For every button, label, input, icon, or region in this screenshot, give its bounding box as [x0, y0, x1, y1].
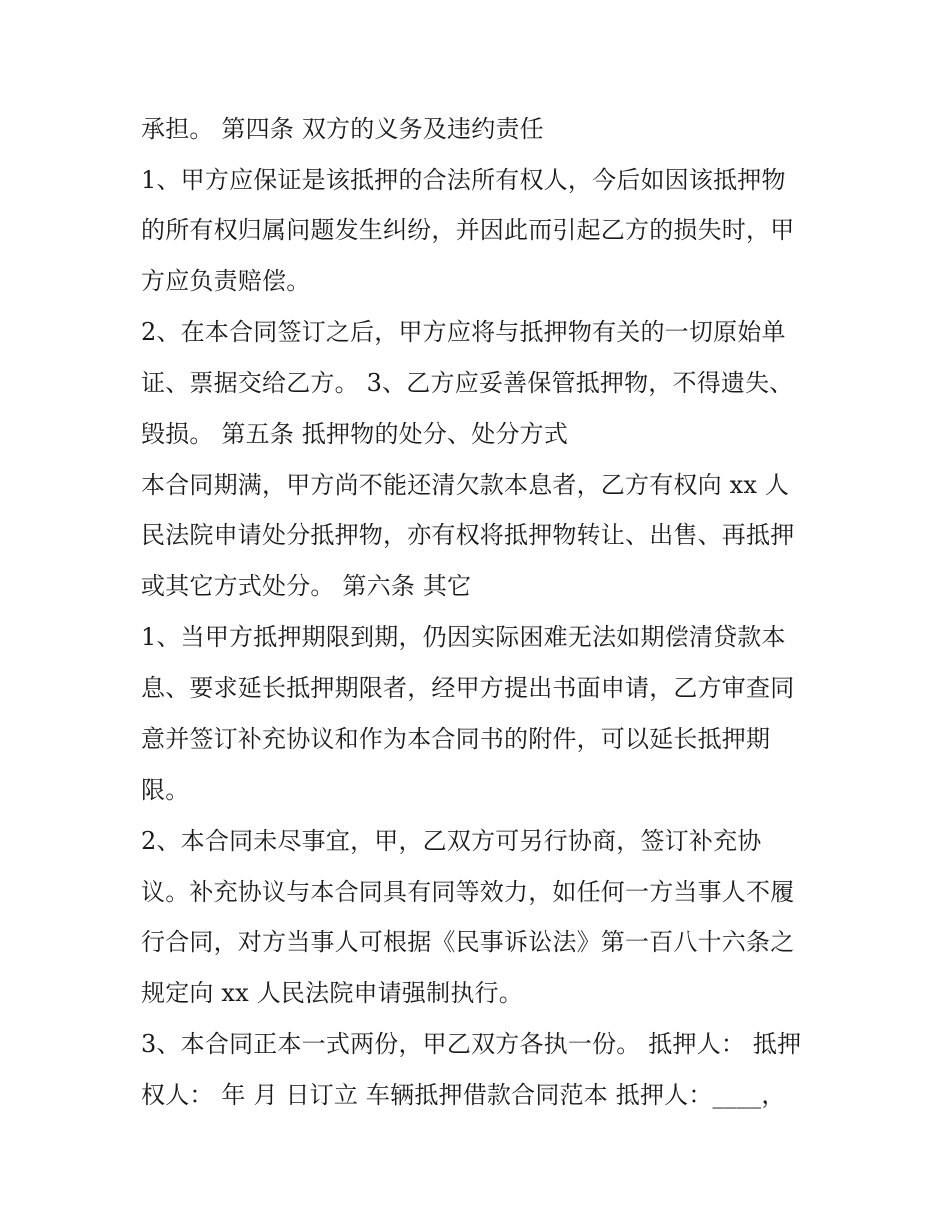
text-line: 限。 — [141, 776, 190, 804]
text-line: 本合同期满，甲方尚不能还清欠款本息者，乙方有权向 xx 人 — [141, 471, 790, 499]
text-line: 1、当甲方抵押期限到期，仍因实际困难无法如期偿清贷款本 — [141, 623, 786, 651]
text-line: 的所有权归属问题发生纠纷，并因此而引起乙方的损失时，甲 — [141, 216, 795, 244]
text-line: 证、票据交给乙方。 3、乙方应妥善保管抵押物，不得遗失、 — [141, 369, 794, 397]
text-line: 毁损。 第五条 抵押物的处分、处分方式 — [141, 420, 569, 448]
text-line: 行合同，对方当事人可根据《民事诉讼法》第一百八十六条之 — [141, 928, 795, 956]
text-line: 3、本合同正本一式两份，甲乙双方各执一份。 抵押人： 抵押 — [141, 1030, 802, 1058]
text-line: 2、本合同未尽事宜，甲，乙双方可另行协商，签订补充协 — [141, 827, 762, 855]
text-line: 承担。 第四条 双方的义务及违约责任 — [141, 115, 544, 143]
text-line: 民法院申请处分抵押物，亦有权将抵押物转让、出售、再抵押 — [141, 521, 795, 549]
text-line: 意并签订补充协议和作为本合同书的附件，可以延长抵押期 — [141, 725, 771, 753]
text-line: 议。补充协议与本合同具有同等效力，如任何一方当事人不履 — [141, 878, 795, 906]
text-line: 1、甲方应保证是该抵押的合法所有权人，今后如因该抵押物 — [141, 166, 786, 194]
text-line: 规定向 xx 人民法院申请强制执行。 — [141, 979, 523, 1007]
text-line: 方应负责赔偿。 — [141, 267, 311, 295]
text-line: 权人： 年 月 日订立 车辆抵押借款合同范本 抵押人：____， — [141, 1081, 786, 1109]
text-line: 或其它方式处分。 第六条 其它 — [141, 572, 472, 600]
text-line: 息、要求延长抵押期限者，经甲方提出书面申请，乙方审查同 — [141, 674, 795, 702]
text-line: 2、在本合同签订之后，甲方应将与抵押物有关的一切原始单 — [141, 318, 786, 346]
